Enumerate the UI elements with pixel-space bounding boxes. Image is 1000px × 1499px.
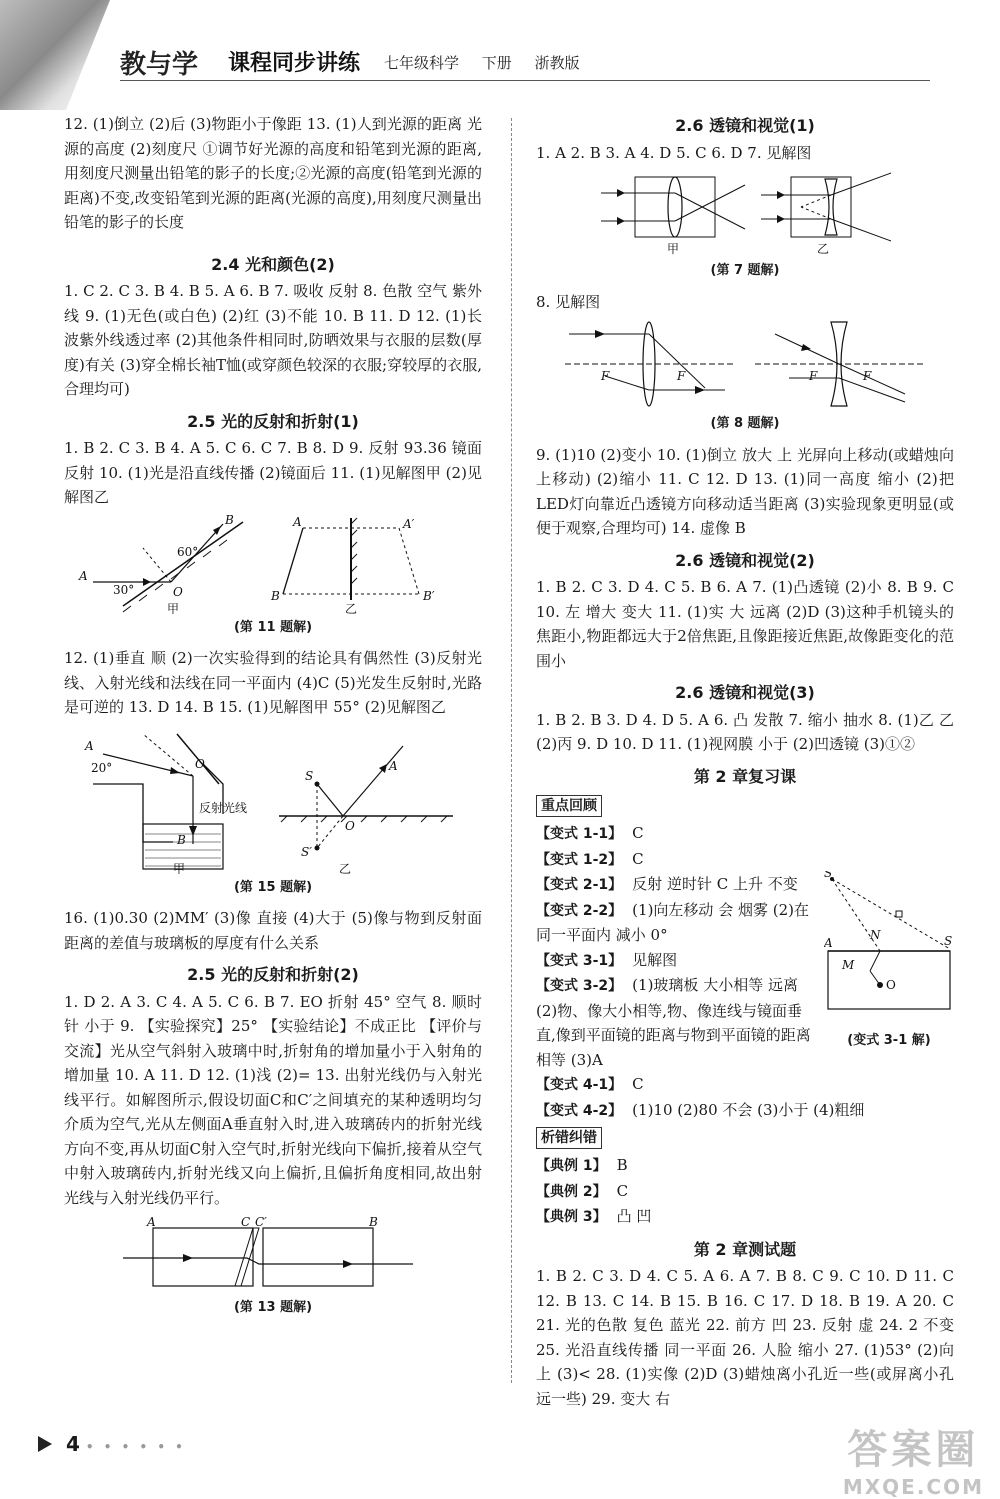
watermark-url: MXQE.COM [842,1475,984,1499]
section-2-5-2-answers: 1. D 2. A 3. C 4. A 5. C 6. B 7. EO 折射 45° 空气 8. 顺时针 小于 9. 【实验探究】25° 【实验结论】不成正比 【评价与交流】光从空气斜射入玻璃中时,折射角的增加量小于入射角的增加量 10. A 11. D 12. (1)浅 (2)= 13. 出射光线仍与入射光线平行。如解图所示,假设切面C和C′之间填充的某种透明均匀介质为空气,光从左侧面A垂直射入时,进入玻璃砖内的折射光线方向不变,再从切面C射入空气时,折射光线向下偏折,接着从空气中射入玻璃砖内,折射光线又向上偏折,且偏折角度相同,故出射光线与入射光线仍平行。 [64,992,482,1207]
section-2-4-answers: 1. C 2. C 3. B 4. B 5. A 6. B 7. 吸收 反射 8. 色散 空气 紫外线 9. (1)无色(或白色) (2)红 (3)不能 10. B 11. D 12. (1)长波紫外线透过率 (2)其他条件相同时,防晒效果与衣服的层数(厚度)有关 (3)穿全棉长袖T恤(或穿颜色较深的衣服;穿较厚的衣服,合理均可) [64,282,482,398]
section-title-test: 第 2 章测试题 [693,1239,797,1259]
variant-value: 反射 逆时针 C 上升 不变 [632,875,798,893]
q15-angle-20: 20° [91,760,113,775]
example-value: 凸 凹 [616,1207,652,1225]
section-title-2-4: 2.4 光和颜色(2) [211,254,335,274]
caption-variant-3-1: (变式 3-1 解) [847,1032,931,1048]
variant-value: C [632,1075,644,1093]
figure-q8-convex [565,322,735,406]
section-2-5-1-answers: 1. B 2. C 3. B 4. A 5. C 6. C 7. B 8. D 9. 反射 93.36 镜面反射 10. (1)光是沿直线传播 (2)镜面后 11. (1)见解图甲 (2)见解图乙 [64,439,482,506]
example-row [536,1153,954,1179]
example-row [536,1204,954,1230]
figure-q8-concave [755,322,925,406]
page-footer [38,1432,186,1456]
tag-error-analysis: 析错纠错 [536,1127,602,1149]
q8-label-F2: F [677,369,686,383]
caption-q8: (第 8 题解) [710,416,780,431]
figure-q15-yi [279,746,453,874]
header-decoration [0,0,110,110]
chapter-test-answers: 1. B 2. C 3. D 4. C 5. A 6. A 7. B 8. C 9. C 10. D 11. C 12. B 13. C 14. B 15. B 16. C 17. D 18. B 19. A 20. C 21. 光的色散 复色 蓝光 22. 前方 凹 23. 反射 虚 24. 2 不变 25. 光沿直线传播 同一平面 26. 人脸 缩小 27. (1)53° (2)向上 (3)< 28. (1)实像 (2)D (3)蜡烛离小孔近一些(或屏离小孔远一些) 29. 变大 右 [536,1267,954,1408]
q13-label-C: C [241,1215,251,1229]
watermark [843,1418,984,1499]
example-row [536,1179,954,1205]
figure-q8 [565,318,925,410]
variant-key: 【变式 4-2】 [536,1102,623,1119]
variant-key: 【变式 4-1】 [536,1077,623,1093]
q11-angle-60: 60° [177,544,199,559]
q15-label-S-prime: S′ [301,844,312,859]
watermark-logo: 答案圈 [847,1427,980,1473]
q8-label-F1: F [601,369,610,383]
variant-key: 【变式 2-1】 [536,877,623,893]
q15-yi: 乙 [339,861,352,874]
variant-key: 【变式 1-1】 [536,826,623,842]
q11-label-O: O [173,584,183,599]
variant-value: (1)玻璃板 大小相等 远离 (2)物、像大小相等,物、像连线与镜面垂直,像到平面镜的距离与物到平面镜的距离相等 (3)A [536,976,811,1069]
q11-jia: 甲 [167,601,180,614]
book-grade: 七年级科学 [384,54,460,72]
book-logo: 教与学 [120,50,199,80]
q15-jia: 甲 [173,861,186,874]
book-volume: 下册 [481,54,512,72]
caption-q11: (第 11 题解) [233,619,313,635]
example-value: C [616,1181,629,1200]
example-key: 【典例 3】 [536,1209,607,1225]
section-title-2-6-2: 2.6 透镜和视觉(2) [675,550,815,570]
column-divider [511,118,512,1383]
q7-jia: 甲 [667,242,680,256]
book-edition: 浙教版 [534,54,580,72]
figure-q15 [73,724,473,874]
variant-row [536,847,954,873]
figure-q13 [123,1214,423,1294]
variant-value: C [632,824,644,842]
section-2-6-1-q8: 8. 见解图 [536,292,601,311]
review-variants [536,821,954,1123]
caption-q15: (第 15 题解) [233,879,313,895]
variant-row [536,821,954,847]
left-column [64,112,482,1327]
variant-row [536,1098,954,1124]
q11-angle-30: 30° [113,582,135,597]
v31-label-S: S [824,871,833,880]
caption-q7: (第 7 题解) [710,263,780,278]
q7-yi: 乙 [817,242,830,256]
v31-label-A: A [824,936,833,950]
figure-q11-yi [270,515,435,614]
q15-reflect-label: 反射光线 [199,800,248,815]
figure-q7-yi [761,173,891,256]
variant-value: C [632,849,644,868]
section-title-2-5-2: 2.5 光的反射和折射(2) [187,965,359,984]
q15-label-A: A [85,738,94,753]
section-2-5-1-answers-2: 12. (1)垂直 顺 (2)一次实验得到的结论具有偶然性 (3)反射光线、入射光线和法线在同一平面内 (4)C (5)光发生反射时,光路是可逆的 13. D 14. B 15. (1)见解图甲 55° (2)见解图乙 [64,649,482,716]
v31-label-S2: S [944,934,953,948]
section-title-2-5-1: 2.5 光的反射和折射(1) [187,411,359,431]
variant-key: 【变式 3-2】 [536,978,623,994]
figure-q7-jia [601,177,745,256]
v31-label-M: M [842,958,855,972]
q13-label-B: B [369,1215,378,1229]
section-2-6-1-answers-3: 9. (1)10 (2)变小 10. (1)倒立 放大 上 光屏向上移动(或蜡烛向上移动) (2)缩小 11. C 12. D 13. (1)同一高度 缩小 (2)把LED灯向靠近凸透镜方向移动适当距离 (3)实验现象更明显(或便于观察,合理均可) 14. 虚像 B [536,445,954,537]
section-title-2-6-3: 2.6 透镜和视觉(3) [675,683,815,702]
right-column [536,112,954,1411]
example-key: 【典例 2】 [536,1183,607,1200]
q8-label-F3: F [809,369,818,383]
footer-dots: • • • • • • [85,1440,186,1454]
section-2-6-1-answers: 1. A 2. B 3. A 4. D 5. C 6. D 7. 见解图 [536,143,812,162]
section-2-5-1-answers-3: 16. (1)0.30 (2)MM′ (3)像 直接 (4)大于 (5)像与物到反射面距离的差值与玻璃板的厚度有什么关系 [64,909,482,952]
variant-value: (1)10 (2)80 不会 (3)小于 (4)粗细 [632,1100,865,1119]
section-2-6-2-answers: 1. B 2. C 3. D 4. C 5. B 6. A 7. (1)凸透镜 (2)小 8. B 9. C 10. 左 增大 变大 11. (1)实 大 远离 (2)D (3)这种手机镜头的焦距小,物距都远大于2倍焦距,且像距接近焦距,故像距变化的范围小 [536,578,954,670]
variant-key: 【变式 3-1】 [536,952,623,969]
q11-label-A: A [293,514,302,529]
tag-key-review: 重点回顾 [536,795,602,817]
header-rule [120,80,930,81]
q11-label-A: A [79,568,88,583]
v31-label-O: O [886,978,896,992]
figure-q11 [73,514,473,614]
figure-q15-jia [84,734,247,874]
q15-label-S: S [305,768,314,783]
figure-q7 [595,169,895,257]
page-number: 4 [66,1432,80,1456]
section-title-2-6-1: 2.6 透镜和视觉(1) [675,116,815,135]
section-title-review: 第 2 章复习课 [693,766,797,786]
variant-value: (1)向左移动 会 烟雾 (2)在同一平面内 减小 0° [536,900,809,944]
q11-label-B: B [225,513,234,527]
q13-label-A: A [147,1215,156,1229]
q15-label-A2: A [389,758,398,773]
intro-answers: 12. (1)倒立 (2)后 (3)物距小于像距 13. (1)人到光源的距离 光源的高度 (2)刻度尺 ①调节好光源的高度和铅笔到光源的距离,用刻度尺测量出铅笔的影子的长度;②光源的高度(铅笔到光源的距离)不变,改变铅笔到光源的距离(光源的高度),用刻度尺测量出铅笔的影子的长度 [64,115,482,231]
q15-label-B: B [177,832,186,847]
arrow-right-icon [38,1436,52,1452]
v31-label-N: N [870,928,881,942]
book-meta [384,52,598,73]
page-header [0,0,1000,88]
caption-q13: (第 13 题解) [233,1300,313,1315]
variant-key: 【变式 2-2】 [536,902,623,919]
example-key: 【典例 1】 [536,1158,607,1174]
q11-yi: 乙 [345,601,358,614]
q11-label-A-prime: A′ [403,516,415,531]
q8-label-F4: F [863,369,872,383]
book-series-title: 课程同步讲练 [228,51,361,76]
figure-q11-jia [78,514,243,614]
figure-variant-3-1 [824,871,954,1021]
figure-variant-3-1-box [824,871,954,1059]
q11-label-B-prime: B′ [423,588,435,603]
section-2-6-3-answers: 1. B 2. B 3. D 4. D 5. A 6. 凸 发散 7. 缩小 抽水 8. (1)乙 乙 (2)丙 9. D 10. D 11. (1)视网膜 小于 (2)凹透镜 (3)①② [536,710,954,753]
q15-label-O2: O [345,818,355,833]
q15-label-O: O [195,756,205,771]
q11-label-B: B [271,588,280,603]
variant-row [536,1072,954,1098]
variant-value: 见解图 [632,950,678,969]
example-value: B [616,1156,628,1174]
variant-key: 【变式 1-2】 [536,851,623,868]
q13-label-C-prime: C′ [255,1215,267,1229]
